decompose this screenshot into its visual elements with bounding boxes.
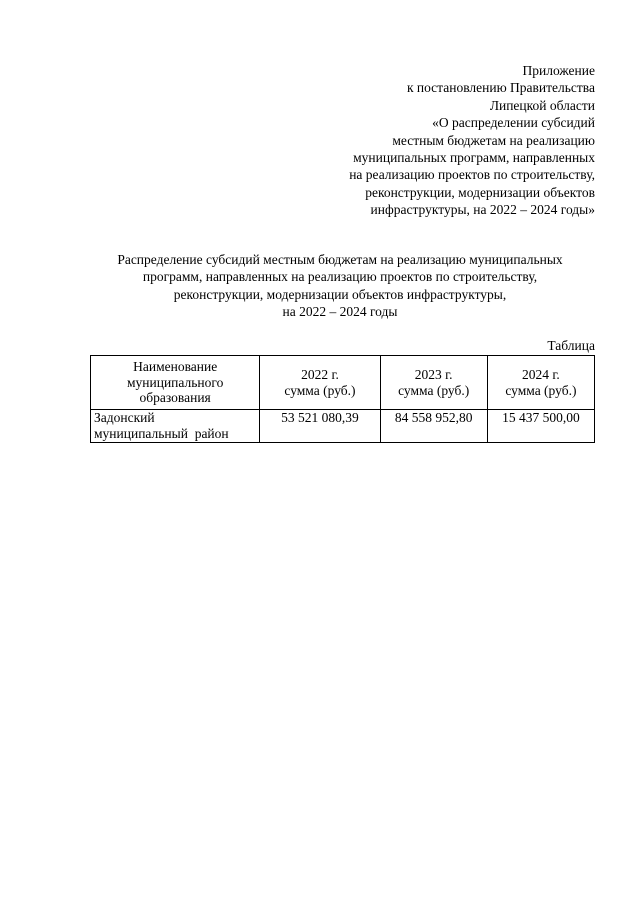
header-2024 [487, 356, 594, 410]
cell-municipality-name [91, 410, 260, 443]
name-line: муниципальный район [94, 425, 229, 441]
header-2022 [260, 356, 380, 410]
appendix-line: Приложение [522, 63, 595, 78]
cell-amount-2023: 84 558 952,80 [380, 410, 487, 443]
appendix-line: Липецкой области [489, 97, 595, 113]
table-header-row [91, 356, 595, 410]
document-title [70, 251, 610, 321]
table-caption: Таблица [547, 338, 595, 353]
subsidy-table [90, 355, 595, 443]
appendix-line: местным бюджетам на реализацию [392, 132, 595, 148]
appendix-line: инфраструктуры, на 2022 – 2024 годы» [370, 202, 595, 218]
appendix-line: на реализацию проектов по строительству, [349, 167, 595, 183]
name-line: Задонский [94, 410, 155, 425]
header-2023 [380, 356, 487, 410]
header-line: Наименование [133, 359, 218, 375]
table-row [91, 410, 595, 443]
title-line: на 2022 – 2024 годы [282, 304, 398, 320]
cell-amount-2022: 53 521 080,39 [260, 410, 380, 443]
title-line: Распределение субсидий местным бюджетам на реализацию муниципальных [117, 252, 563, 267]
header-line: образования [139, 390, 211, 406]
title-line: реконструкции, модернизации объектов инфраструктуры, [173, 286, 507, 302]
header-line: сумма (руб.) [284, 382, 356, 398]
header-line: 2022 г. [301, 367, 339, 382]
appendix-line: «О распределении субсидий [432, 115, 595, 131]
appendix-line: муниципальных программ, направленных [353, 150, 595, 166]
header-line: сумма (руб.) [505, 382, 577, 398]
header-line: 2024 г. [522, 367, 560, 382]
title-line: программ, направленных на реализацию проектов по строительству, [142, 269, 538, 285]
header-line: сумма (руб.) [398, 382, 470, 398]
appendix-block [175, 62, 595, 219]
appendix-line: реконструкции, модернизации объектов [365, 184, 595, 200]
appendix-line: к постановлению Правительства [406, 80, 595, 96]
header-municipality [91, 356, 260, 410]
header-line: муниципального [126, 374, 224, 390]
cell-amount-2024: 15 437 500,00 [487, 410, 594, 443]
header-line: 2023 г. [414, 367, 453, 382]
